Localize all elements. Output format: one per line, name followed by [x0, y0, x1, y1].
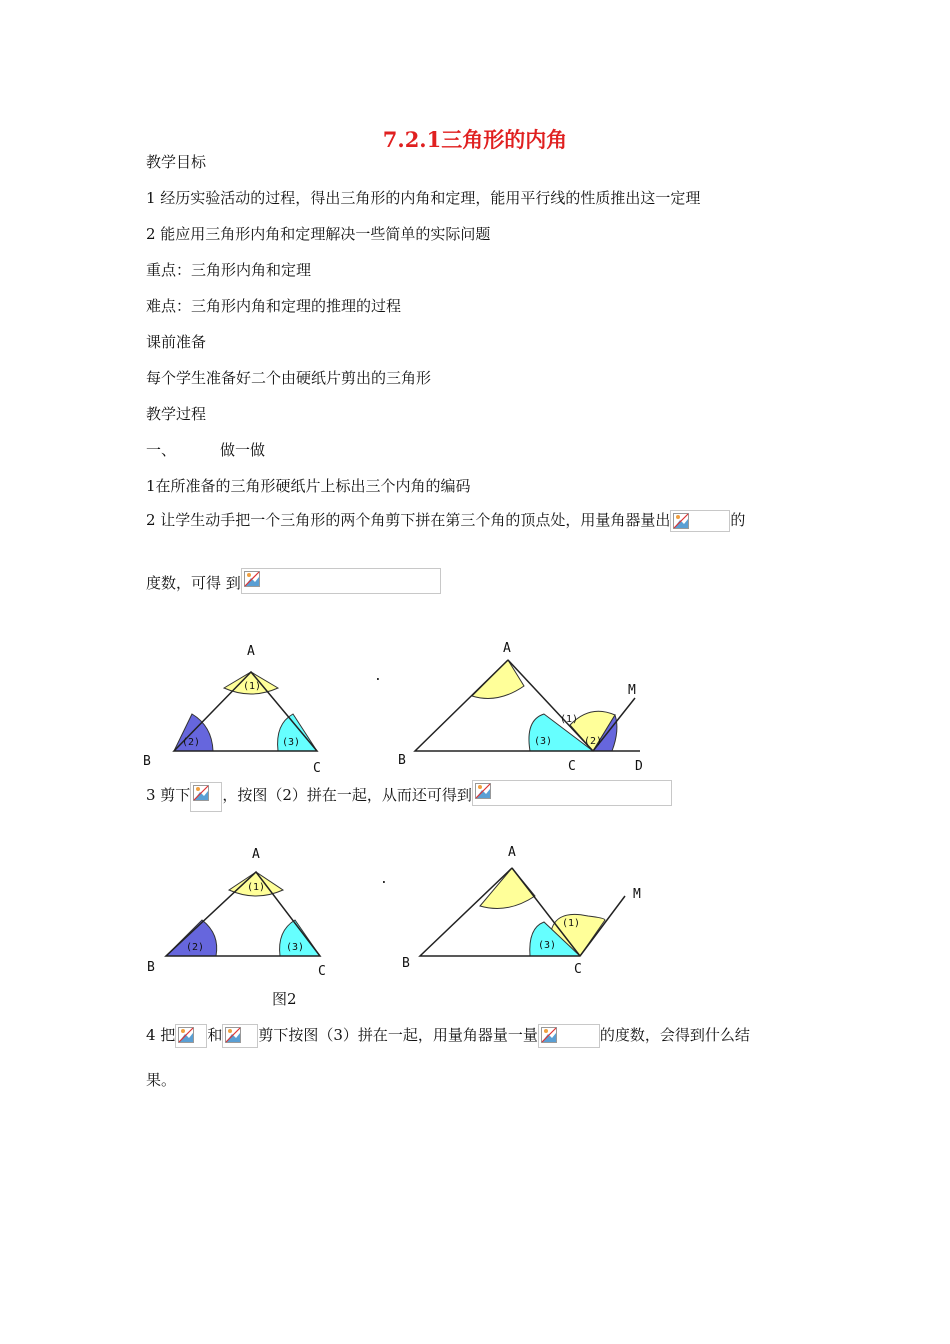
label-n2: (2)	[186, 942, 205, 953]
step-2-line-2	[146, 568, 441, 594]
vertex-b-label: B	[143, 754, 151, 769]
page-title: 7.2.1三角形的内角	[382, 127, 568, 152]
objective-2: 2 能应用三角形内角和定理解决一些简单的实际问题	[146, 225, 491, 243]
broken-image-placeholder	[241, 568, 441, 594]
broken-image-placeholder	[670, 510, 730, 532]
label-n3: (3)	[534, 736, 553, 747]
broken-image-icon	[178, 1027, 194, 1043]
label-n1: (1)	[243, 681, 262, 692]
label-n2: (2)	[182, 737, 201, 748]
prep-heading: 课前准备	[146, 333, 207, 351]
label-n1: (1)	[560, 714, 579, 725]
step-4-text-end: 的度数，会得到什么结	[599, 1026, 750, 1044]
vertex-c-label: C	[568, 759, 576, 774]
step-2-text-end: 的	[730, 511, 746, 529]
step-3-line	[146, 780, 672, 812]
key-point: 重点：三角形内角和定理	[146, 261, 312, 279]
label-n3: (3)	[286, 942, 305, 953]
broken-image-placeholder	[538, 1024, 600, 1048]
figure-2-caption: 图2	[272, 990, 297, 1008]
prep-text: 每个学生准备好二个由硬纸片剪出的三角形	[146, 369, 432, 387]
step-4-and: 和	[207, 1026, 223, 1044]
objectives-heading: 教学目标	[146, 153, 207, 171]
figure-row-2	[130, 838, 670, 988]
step-2-text-cont: 度数，可得 到	[146, 574, 241, 592]
triangle-1b	[398, 641, 643, 774]
vertex-b-label: B	[147, 960, 155, 975]
vertex-a-label: A	[252, 847, 260, 862]
difficulty: 难点：三角形内角和定理的推理的过程	[146, 297, 402, 315]
vertex-a-label: A	[508, 845, 516, 860]
vertex-b-label: B	[398, 753, 406, 768]
step-3-text: 3 剪下	[146, 786, 191, 804]
broken-image-icon	[225, 1027, 241, 1043]
label-n1: (1)	[562, 918, 581, 929]
triangle-1a	[143, 644, 321, 776]
vertex-d-label: D	[635, 759, 643, 774]
step-3-text-cont: ，按图（2）拼在一起，从而还可得到	[222, 786, 472, 804]
vertex-b-label: B	[402, 956, 410, 971]
svg-text:.: .	[380, 872, 388, 887]
broken-image-icon	[475, 783, 491, 799]
vertex-a-label: A	[247, 644, 255, 659]
process-heading: 教学过程	[146, 405, 207, 423]
vertex-a-label: A	[503, 641, 511, 656]
label-n1: (1)	[247, 882, 266, 893]
figure-row-1	[130, 630, 670, 780]
broken-image-icon	[673, 513, 689, 529]
broken-image-icon	[541, 1027, 557, 1043]
vertex-c-label: C	[313, 761, 321, 776]
section-1-number: 一、	[146, 441, 177, 459]
vertex-m-label: M	[628, 683, 636, 698]
vertex-c-label: C	[318, 964, 326, 979]
vertex-m-label: M	[633, 887, 641, 902]
label-n3: (3)	[538, 940, 557, 951]
step-4-line-2: 果。	[146, 1071, 177, 1089]
step-4-text-cont: 剪下按图（3）拼在一起，用量角器量一量	[258, 1026, 538, 1044]
step-2-line	[146, 510, 745, 532]
broken-image-icon	[244, 571, 260, 587]
step-4-line	[146, 1024, 750, 1048]
broken-image-placeholder	[190, 782, 222, 812]
step-4-text: 4 把	[146, 1026, 176, 1044]
section-1-heading	[146, 440, 265, 460]
triangle-2a	[147, 847, 326, 979]
label-n2: (2)	[584, 736, 603, 747]
section-1-title: 做一做	[220, 441, 266, 459]
broken-image-placeholder	[472, 780, 672, 806]
objective-1: 1 经历实验活动的过程，得出三角形的内角和定理，能用平行线的性质推出这一定理	[146, 189, 701, 207]
triangle-2b	[402, 845, 641, 977]
label-n3: (3)	[282, 737, 301, 748]
step-1: 1在所准备的三角形硬纸片上标出三个内角的编码	[146, 477, 471, 495]
angle-1-sector	[472, 660, 524, 698]
svg-text:.: .	[374, 669, 382, 684]
vertex-c-label: C	[574, 962, 582, 977]
broken-image-placeholder	[175, 1024, 207, 1048]
broken-image-icon	[193, 785, 209, 801]
broken-image-placeholder	[222, 1024, 258, 1048]
step-2-text: 2 让学生动手把一个三角形的两个角剪下拼在第三个角的顶点处，用量角器量出	[146, 511, 671, 529]
